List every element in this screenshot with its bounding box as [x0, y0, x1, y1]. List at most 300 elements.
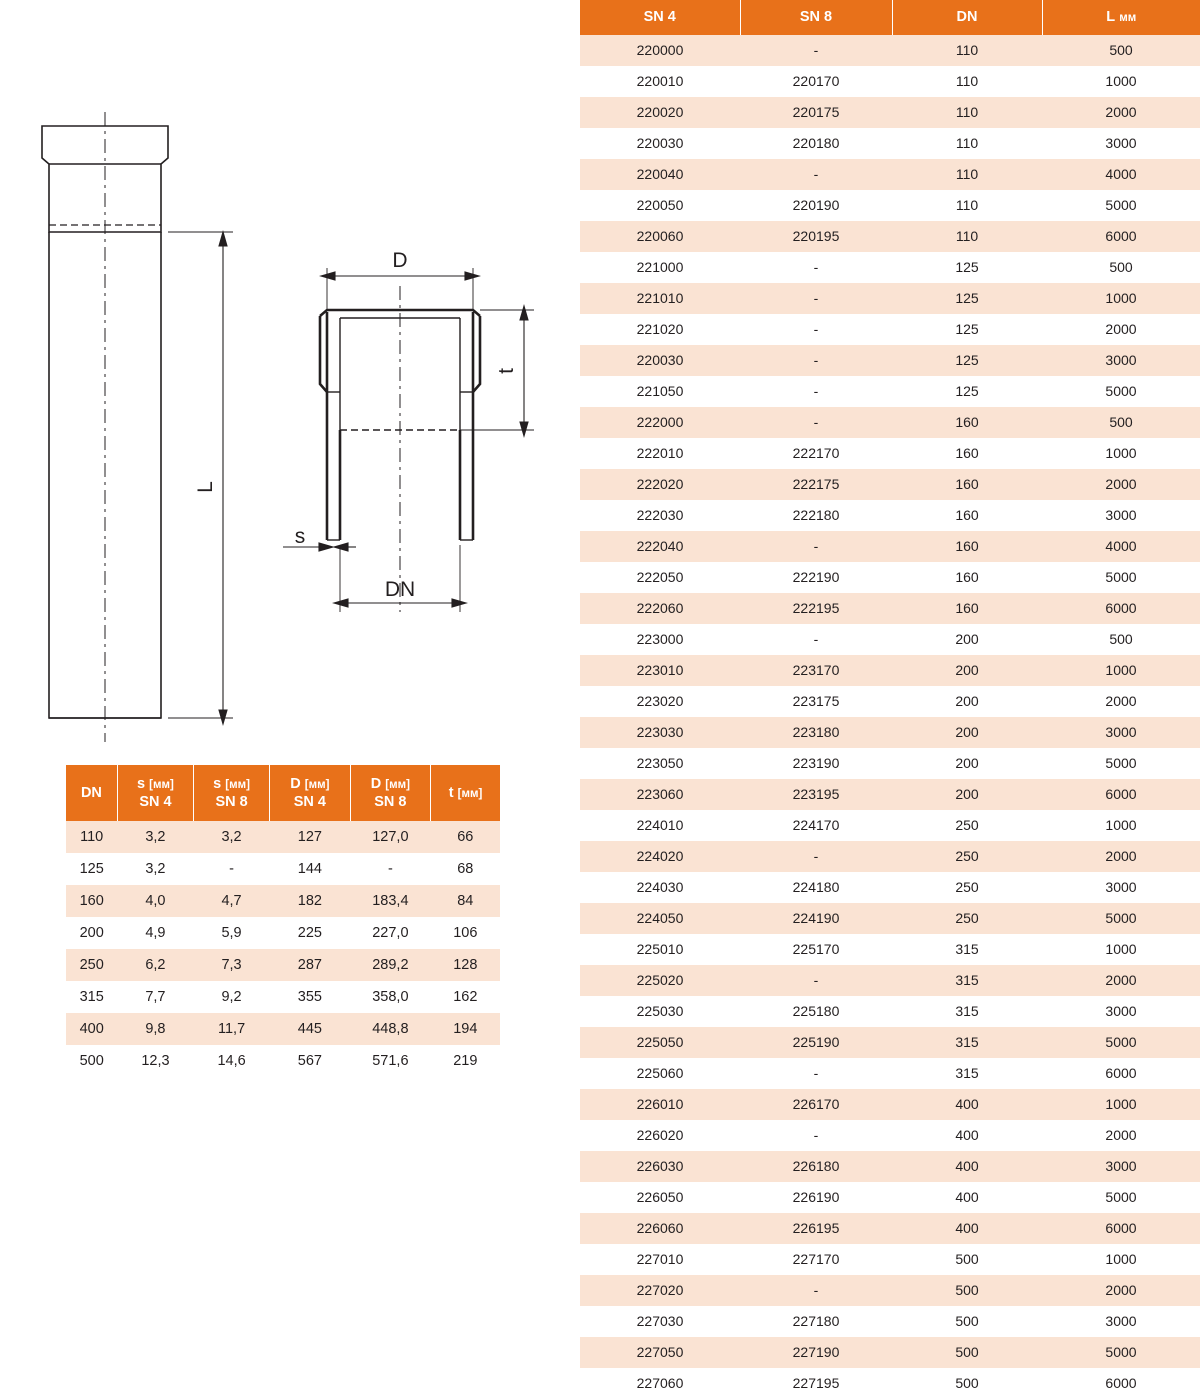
code-cell: 223175 [740, 686, 892, 717]
code-cell: 225050 [580, 1027, 740, 1058]
code-cell: 224010 [580, 810, 740, 841]
code-cell: 160 [892, 500, 1042, 531]
table-row [580, 1182, 1200, 1213]
code-cell: 223030 [580, 717, 740, 748]
code-cell: 500 [892, 1306, 1042, 1337]
dim-cell: 315 [66, 981, 117, 1013]
code-cell: 3000 [1042, 1151, 1200, 1182]
code-cell: 1000 [1042, 655, 1200, 686]
code-cell: 400 [892, 1182, 1042, 1213]
product-code-table [580, 0, 1200, 1399]
code-cell: 3000 [1042, 128, 1200, 159]
code-cell: - [740, 841, 892, 872]
code-cell: 220170 [740, 66, 892, 97]
code-cell: 227010 [580, 1244, 740, 1275]
code-cell: 200 [892, 655, 1042, 686]
code-cell: 220175 [740, 97, 892, 128]
code-cell: 315 [892, 1058, 1042, 1089]
dim-cell: 14,6 [194, 1045, 270, 1077]
code-cell: 1000 [1042, 1244, 1200, 1275]
code-cell: 400 [892, 1120, 1042, 1151]
dimension-table-body [66, 821, 500, 1077]
code-cell: 4000 [1042, 531, 1200, 562]
code-cell: 160 [892, 438, 1042, 469]
code-cell: 125 [892, 283, 1042, 314]
code-cell: - [740, 1275, 892, 1306]
code-cell: 500 [892, 1244, 1042, 1275]
table-row [580, 345, 1200, 376]
table-row [580, 128, 1200, 159]
table-row [580, 810, 1200, 841]
table-row [580, 1213, 1200, 1244]
code-cell: 222020 [580, 469, 740, 500]
table-row [66, 885, 500, 917]
code-cell: 125 [892, 252, 1042, 283]
dim-cell: 7,7 [117, 981, 193, 1013]
dim-cell: 6,2 [117, 949, 193, 981]
code-cell: 6000 [1042, 779, 1200, 810]
table-row [580, 190, 1200, 221]
code-cell: 222040 [580, 531, 740, 562]
dimension-table-header-row [66, 765, 500, 821]
code-cell: 222010 [580, 438, 740, 469]
code-cell: 5000 [1042, 376, 1200, 407]
table-row [580, 624, 1200, 655]
code-cell: 220010 [580, 66, 740, 97]
code-cell: 1000 [1042, 810, 1200, 841]
code-cell: - [740, 283, 892, 314]
code-cell: 227180 [740, 1306, 892, 1337]
code-cell: 220030 [580, 128, 740, 159]
code-cell: 500 [1042, 252, 1200, 283]
code-cell: 3000 [1042, 1306, 1200, 1337]
table-row [580, 779, 1200, 810]
code-cell: - [740, 35, 892, 66]
code-cell: 2000 [1042, 965, 1200, 996]
dim-col-s-sn8: s [мм] SN 8 [194, 765, 270, 821]
code-cell: 222175 [740, 469, 892, 500]
code-cell: 226180 [740, 1151, 892, 1182]
code-cell: 1000 [1042, 1089, 1200, 1120]
dimension-L [168, 232, 233, 724]
code-cell: 227190 [740, 1337, 892, 1368]
code-cell: 110 [892, 66, 1042, 97]
code-cell: 224190 [740, 903, 892, 934]
dim-cell: 110 [66, 821, 117, 853]
table-row [580, 1275, 1200, 1306]
code-cell: 200 [892, 748, 1042, 779]
table-row [580, 66, 1200, 97]
code-cell: 223190 [740, 748, 892, 779]
code-cell: 500 [1042, 624, 1200, 655]
code-cell: 224050 [580, 903, 740, 934]
dim-cell: 128 [431, 949, 500, 981]
table-row [580, 252, 1200, 283]
dim-cell: 3,2 [117, 853, 193, 885]
dim-col-t: t [мм] [431, 765, 500, 821]
code-col-sn4: SN 4 [580, 0, 740, 35]
code-col-dn: DN [892, 0, 1042, 35]
dim-cell: 106 [431, 917, 500, 949]
table-row [580, 593, 1200, 624]
code-cell: 226170 [740, 1089, 892, 1120]
code-cell: 225010 [580, 934, 740, 965]
code-cell: 6000 [1042, 1213, 1200, 1244]
code-cell: - [740, 159, 892, 190]
code-cell: 224030 [580, 872, 740, 903]
code-cell: 2000 [1042, 1120, 1200, 1151]
table-row [580, 1306, 1200, 1337]
table-row [580, 934, 1200, 965]
code-cell: 4000 [1042, 159, 1200, 190]
code-cell: 220030 [580, 345, 740, 376]
dim-cell: - [350, 853, 431, 885]
code-cell: 223060 [580, 779, 740, 810]
code-cell: 1000 [1042, 934, 1200, 965]
dim-cell: 9,8 [117, 1013, 193, 1045]
table-row [66, 853, 500, 885]
code-cell: 110 [892, 159, 1042, 190]
code-cell: 6000 [1042, 1368, 1200, 1399]
table-row [66, 981, 500, 1013]
dimension-label-D: D [392, 249, 408, 272]
table-row [580, 221, 1200, 252]
table-row [66, 949, 500, 981]
table-row [580, 717, 1200, 748]
dim-cell: 3,2 [194, 821, 270, 853]
dim-cell: 7,3 [194, 949, 270, 981]
code-cell: - [740, 345, 892, 376]
table-row [580, 686, 1200, 717]
code-cell: 500 [1042, 407, 1200, 438]
dim-cell: 127,0 [350, 821, 431, 853]
dim-cell: 571,6 [350, 1045, 431, 1077]
dim-cell: 289,2 [350, 949, 431, 981]
code-cell: 315 [892, 1027, 1042, 1058]
dim-cell: 3,2 [117, 821, 193, 853]
code-cell: 221050 [580, 376, 740, 407]
code-cell: 220050 [580, 190, 740, 221]
dim-cell: 125 [66, 853, 117, 885]
code-cell: 1000 [1042, 283, 1200, 314]
code-cell: 110 [892, 97, 1042, 128]
dim-cell: 9,2 [194, 981, 270, 1013]
code-cell: 226050 [580, 1182, 740, 1213]
table-row [580, 97, 1200, 128]
code-cell: 250 [892, 810, 1042, 841]
code-cell: 221000 [580, 252, 740, 283]
code-cell: 2000 [1042, 841, 1200, 872]
code-col-l: L мм [1042, 0, 1200, 35]
code-cell: 225060 [580, 1058, 740, 1089]
table-row [66, 1013, 500, 1045]
code-cell: 6000 [1042, 1058, 1200, 1089]
code-cell: 200 [892, 779, 1042, 810]
code-cell: 3000 [1042, 996, 1200, 1027]
table-row [580, 1089, 1200, 1120]
right-panel [580, 0, 1200, 1391]
code-cell: 500 [892, 1337, 1042, 1368]
code-cell: 223195 [740, 779, 892, 810]
table-row [580, 531, 1200, 562]
code-cell: 2000 [1042, 314, 1200, 345]
code-cell: 2000 [1042, 469, 1200, 500]
code-cell: 5000 [1042, 903, 1200, 934]
dim-cell: 68 [431, 853, 500, 885]
table-row [580, 841, 1200, 872]
code-cell: 5000 [1042, 1182, 1200, 1213]
code-cell: 125 [892, 345, 1042, 376]
dim-cell: 194 [431, 1013, 500, 1045]
code-col-l-unit: мм [1119, 12, 1137, 24]
code-cell: 1000 [1042, 438, 1200, 469]
dimension-label-t: t [495, 368, 518, 374]
code-cell: 125 [892, 376, 1042, 407]
code-cell: 500 [892, 1275, 1042, 1306]
dim-cell: 355 [270, 981, 351, 1013]
dim-cell: 358,0 [350, 981, 431, 1013]
table-row [580, 748, 1200, 779]
code-cell: 226030 [580, 1151, 740, 1182]
code-cell: 222060 [580, 593, 740, 624]
code-cell: 227020 [580, 1275, 740, 1306]
code-cell: 200 [892, 717, 1042, 748]
dim-cell: 84 [431, 885, 500, 917]
code-cell: 224020 [580, 841, 740, 872]
code-cell: 223000 [580, 624, 740, 655]
code-cell: 220000 [580, 35, 740, 66]
dim-cell: 448,8 [350, 1013, 431, 1045]
code-cell: 6000 [1042, 221, 1200, 252]
code-cell: 1000 [1042, 66, 1200, 97]
table-row [580, 438, 1200, 469]
code-cell: 400 [892, 1089, 1042, 1120]
dim-cell: 200 [66, 917, 117, 949]
code-cell: 315 [892, 996, 1042, 1027]
table-row [580, 159, 1200, 190]
code-cell: 400 [892, 1213, 1042, 1244]
dim-cell: - [194, 853, 270, 885]
code-cell: 125 [892, 314, 1042, 345]
code-cell: 160 [892, 593, 1042, 624]
code-cell: 160 [892, 562, 1042, 593]
code-cell: 223170 [740, 655, 892, 686]
code-cell: 222170 [740, 438, 892, 469]
dim-cell: 287 [270, 949, 351, 981]
code-cell: 3000 [1042, 500, 1200, 531]
code-cell: 220190 [740, 190, 892, 221]
dim-cell: 225 [270, 917, 351, 949]
left-panel [0, 0, 580, 1261]
table-row [580, 376, 1200, 407]
dim-col-d-sn4: D [мм] SN 4 [270, 765, 351, 821]
dim-cell: 4,7 [194, 885, 270, 917]
code-cell: 250 [892, 841, 1042, 872]
dim-col-s-sn4: s [мм] SN 4 [117, 765, 193, 821]
code-cell: 223020 [580, 686, 740, 717]
dim-cell: 144 [270, 853, 351, 885]
code-cell: 200 [892, 686, 1042, 717]
table-row [580, 500, 1200, 531]
code-cell: 110 [892, 35, 1042, 66]
table-row [580, 1337, 1200, 1368]
code-cell: - [740, 407, 892, 438]
code-cell: - [740, 314, 892, 345]
code-cell: 227170 [740, 1244, 892, 1275]
table-row [66, 917, 500, 949]
dim-cell: 445 [270, 1013, 351, 1045]
code-cell: 221020 [580, 314, 740, 345]
code-cell: 6000 [1042, 593, 1200, 624]
dim-cell: 567 [270, 1045, 351, 1077]
code-cell: 220060 [580, 221, 740, 252]
code-cell: 225180 [740, 996, 892, 1027]
dim-cell: 4,0 [117, 885, 193, 917]
table-row [580, 562, 1200, 593]
table-row [580, 1120, 1200, 1151]
code-cell: 226020 [580, 1120, 740, 1151]
dim-cell: 127 [270, 821, 351, 853]
dim-cell: 160 [66, 885, 117, 917]
code-cell: 220195 [740, 221, 892, 252]
code-cell: 160 [892, 407, 1042, 438]
code-cell: - [740, 965, 892, 996]
dim-cell: 219 [431, 1045, 500, 1077]
code-col-sn8: SN 8 [740, 0, 892, 35]
dimension-table [66, 765, 500, 1077]
code-cell: 225190 [740, 1027, 892, 1058]
dim-cell: 66 [431, 821, 500, 853]
table-row [580, 1244, 1200, 1275]
code-table-header-row [580, 0, 1200, 35]
code-cell: 222195 [740, 593, 892, 624]
code-cell: 223010 [580, 655, 740, 686]
code-cell: 225030 [580, 996, 740, 1027]
code-cell: 110 [892, 221, 1042, 252]
dim-cell: 162 [431, 981, 500, 1013]
code-cell: - [740, 624, 892, 655]
table-row [580, 35, 1200, 66]
code-cell: 5000 [1042, 1337, 1200, 1368]
code-cell: 226195 [740, 1213, 892, 1244]
code-cell: - [740, 252, 892, 283]
dim-col-dn: DN [66, 765, 117, 821]
table-row [580, 903, 1200, 934]
code-cell: 400 [892, 1151, 1042, 1182]
code-cell: 223180 [740, 717, 892, 748]
code-cell: 5000 [1042, 1027, 1200, 1058]
dim-cell: 400 [66, 1013, 117, 1045]
code-cell: 5000 [1042, 562, 1200, 593]
code-cell: 224170 [740, 810, 892, 841]
code-cell: 222030 [580, 500, 740, 531]
dim-cell: 250 [66, 949, 117, 981]
code-cell: 110 [892, 190, 1042, 221]
code-cell: 5000 [1042, 748, 1200, 779]
code-cell: 3000 [1042, 872, 1200, 903]
dimension-label-s: s [294, 525, 306, 548]
dim-cell: 500 [66, 1045, 117, 1077]
table-row [580, 407, 1200, 438]
code-cell: 220040 [580, 159, 740, 190]
code-cell: 226190 [740, 1182, 892, 1213]
code-cell: 5000 [1042, 190, 1200, 221]
code-cell: 250 [892, 903, 1042, 934]
code-cell: 222190 [740, 562, 892, 593]
code-cell: - [740, 531, 892, 562]
code-cell: 500 [892, 1368, 1042, 1399]
code-table-body [580, 35, 1200, 1399]
table-row [580, 996, 1200, 1027]
code-cell: 2000 [1042, 97, 1200, 128]
table-row [580, 872, 1200, 903]
table-row [66, 821, 500, 853]
table-row [580, 1058, 1200, 1089]
code-cell: 226060 [580, 1213, 740, 1244]
table-row [580, 655, 1200, 686]
table-row [66, 1045, 500, 1077]
dim-cell: 182 [270, 885, 351, 917]
code-cell: 500 [1042, 35, 1200, 66]
code-cell: 225020 [580, 965, 740, 996]
code-cell: 3000 [1042, 345, 1200, 376]
code-cell: 110 [892, 128, 1042, 159]
code-cell: 222000 [580, 407, 740, 438]
code-cell: 315 [892, 965, 1042, 996]
dim-cell: 227,0 [350, 917, 431, 949]
code-cell: 225170 [740, 934, 892, 965]
dimension-label-DN: DN [384, 578, 416, 601]
code-cell: - [740, 1058, 892, 1089]
code-cell: 3000 [1042, 717, 1200, 748]
dim-cell: 4,9 [117, 917, 193, 949]
code-cell: 315 [892, 934, 1042, 965]
code-cell: 220020 [580, 97, 740, 128]
table-row [580, 1027, 1200, 1058]
code-cell: 2000 [1042, 1275, 1200, 1306]
dim-cell: 5,9 [194, 917, 270, 949]
code-cell: 220180 [740, 128, 892, 159]
technical-drawing [0, 0, 580, 750]
table-row [580, 1368, 1200, 1399]
table-row [580, 965, 1200, 996]
table-row [580, 283, 1200, 314]
code-cell: 160 [892, 469, 1042, 500]
code-cell: 221010 [580, 283, 740, 314]
code-cell: 222180 [740, 500, 892, 531]
code-cell: 2000 [1042, 686, 1200, 717]
code-cell: 224180 [740, 872, 892, 903]
code-cell: 227030 [580, 1306, 740, 1337]
table-row [580, 469, 1200, 500]
code-cell: 160 [892, 531, 1042, 562]
code-cell: - [740, 1120, 892, 1151]
dim-cell: 12,3 [117, 1045, 193, 1077]
dimension-label-L: L [194, 481, 217, 493]
table-row [580, 1151, 1200, 1182]
code-cell: 227195 [740, 1368, 892, 1399]
code-cell: - [740, 376, 892, 407]
code-cell: 227060 [580, 1368, 740, 1399]
code-cell: 200 [892, 624, 1042, 655]
code-cell: 227050 [580, 1337, 740, 1368]
dim-col-d-sn8: D [мм] SN 8 [350, 765, 431, 821]
code-cell: 250 [892, 872, 1042, 903]
code-cell: 226010 [580, 1089, 740, 1120]
table-row [580, 314, 1200, 345]
dim-cell: 183,4 [350, 885, 431, 917]
code-cell: 222050 [580, 562, 740, 593]
